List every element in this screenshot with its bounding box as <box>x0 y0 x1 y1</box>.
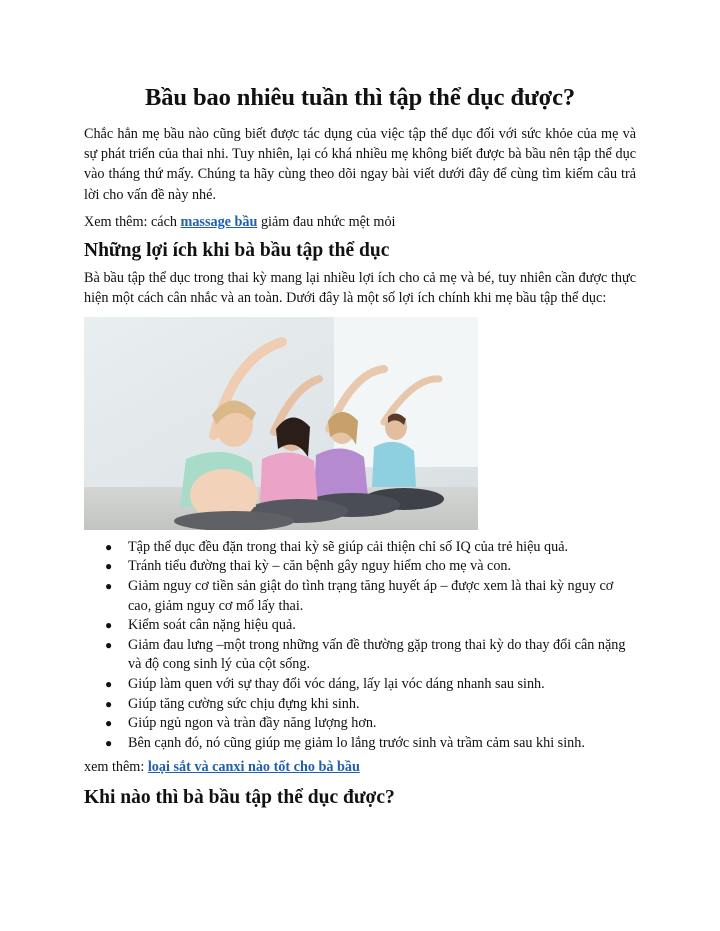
benefits-intro-paragraph: Bà bầu tập thể dục trong thai kỳ mang lại nhiều lợi ích cho cả mẹ và bé, tuy nhiên cần được thực hiện một cách cân nhắc và an toàn. Dưới đây là một số lợi ích chính khi mẹ bầu tập thể dục: <box>84 269 636 306</box>
document-page <box>84 82 636 811</box>
bullet-icon: ● <box>105 618 113 633</box>
list-item: ● Bên cạnh đó, nó cũng giúp mẹ giảm lo lắng trước sinh và trầm cảm sau khi sinh. <box>128 734 636 754</box>
massage-link[interactable]: massage bầu <box>180 213 258 230</box>
bullet-icon: ● <box>105 716 113 731</box>
list-item: ● Giúp tăng cường sức chịu đựng khi sinh. <box>128 695 636 715</box>
bullet-icon: ● <box>105 559 113 574</box>
bullet-icon: ● <box>105 539 113 554</box>
see-also-suffix: giảm đau nhức mệt mỏi <box>257 213 396 230</box>
list-item: ● Giảm nguy cơ tiền sản giật do tình trạng tăng huyết áp – được xem là thai kỳ nguy cơ cao, giảm nguy cơ mổ lấy thai. <box>105 578 614 614</box>
bullet-icon: ● <box>105 637 113 652</box>
list-item: ● Giúp ngủ ngon và tràn đầy năng lượng hơn. <box>128 714 636 734</box>
benefits-list <box>84 538 636 754</box>
see-also-2-prefix: xem thêm: <box>84 759 148 776</box>
section-heading-when: Khi nào thì bà bầu tập thể dục được? <box>84 787 395 809</box>
pregnant-women-yoga-photo <box>84 317 478 530</box>
bullet-icon: ● <box>105 579 113 593</box>
section-heading-benefits: Những lợi ích khi bà bầu tập thể dục <box>84 239 390 261</box>
see-also-line-2 <box>84 757 636 777</box>
bullet-icon: ● <box>105 676 113 691</box>
list-item: ● Kiểm soát cân nặng hiệu quả. <box>128 616 636 636</box>
list-item: ● Giúp làm quen với sự thay đổi vóc dáng, lấy lại vóc dáng nhanh sau sinh. <box>128 675 636 695</box>
iron-calcium-link[interactable]: loại sắt và canxi nào tốt cho bà bầu <box>147 759 360 776</box>
bullet-icon: ● <box>105 696 113 711</box>
list-item: ● Giảm đau lưng –một trong những vấn đề thường gặp trong thai kỳ do thay đổi cân nặng và độ cong sinh lý của cột sống. <box>105 636 626 673</box>
see-also-line-1 <box>84 212 636 232</box>
list-item: ● Tránh tiểu đường thai kỳ – căn bệnh gây nguy hiểm cho mẹ và con. <box>128 557 636 577</box>
page-title: Bầu bao nhiêu tuần thì tập thể dục được? <box>145 84 575 111</box>
bullet-icon: ● <box>105 735 113 750</box>
see-also-prefix: Xem thêm: cách <box>84 213 181 230</box>
intro-paragraph: Chắc hẳn mẹ bầu nào cũng biết được tác dụng của việc tập thể dục đối với sức khỏe của mẹ và sự phát triển của thai nhi. Tuy nhiên, lại có khá nhiều mẹ không biết được bà bầu nên tập thể dục vào tháng thứ mấy. Chúng ta hãy cùng theo dõi ngay bài viết dưới đây để cùng tìm kiếm câu trả lời cho vấn đề này nhé. <box>84 126 636 203</box>
list-item: ● Tập thể dục đều đặn trong thai kỳ sẽ giúp cải thiện chỉ số IQ của trẻ hiệu quả. <box>128 538 636 558</box>
